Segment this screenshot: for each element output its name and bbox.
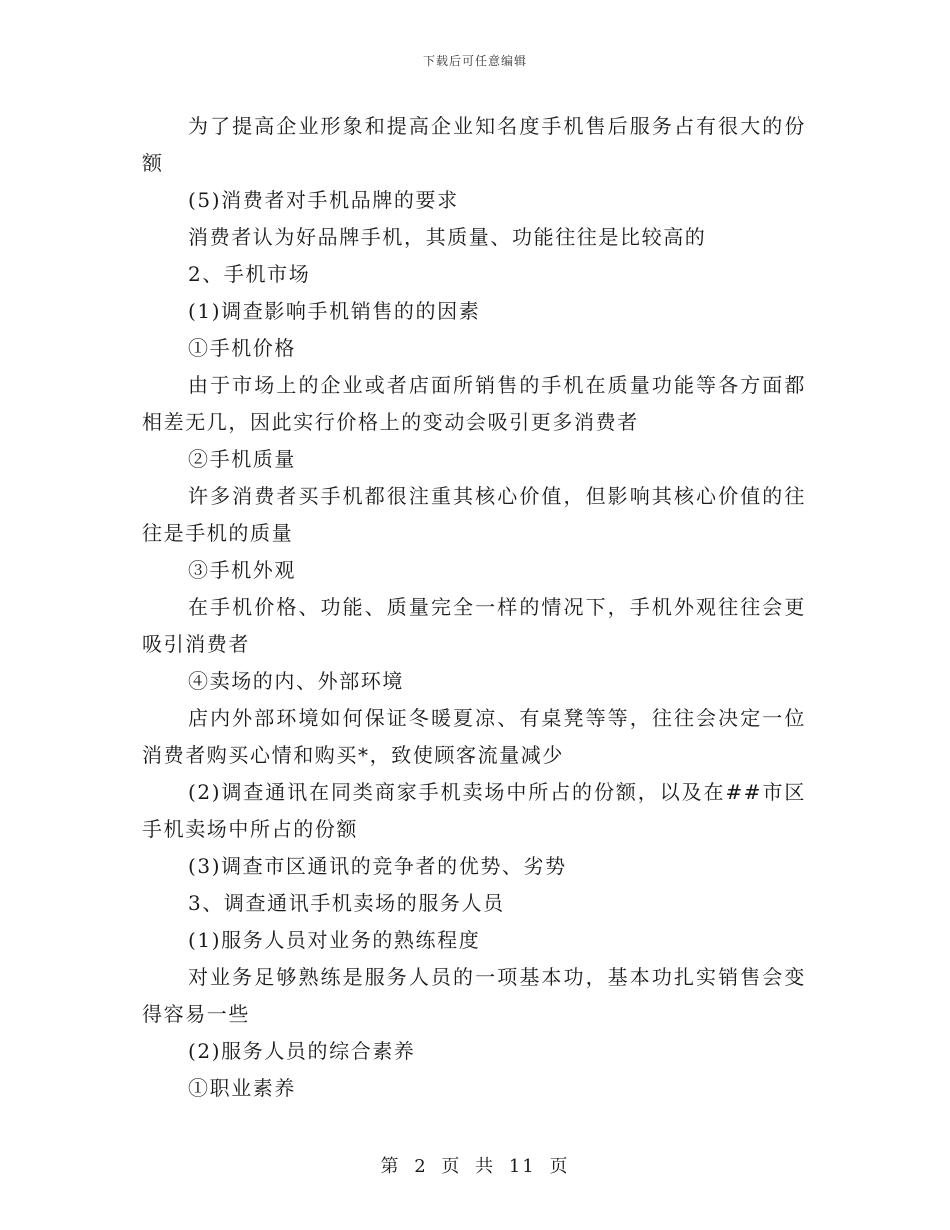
list-item-heading: ④卖场的内、外部环境 [188,669,404,693]
paragraph: 为了提高企业形象和提高企业知名度手机售后服务占有很大的份额 [142,114,806,175]
paragraph: (3)调查市区通讯的竞争者的优势、劣势 [188,854,567,878]
paragraph: 店内外部环境如何保证冬暖夏凉、有桌凳等等，往往会决定一位消费者购买心情和购买*，致使顾客流量减少 [142,706,806,767]
paragraph: (2)服务人员的综合素养 [188,1039,416,1063]
list-item-heading: ①职业素养 [188,1076,296,1100]
paragraph: 由于市场上的企业或者店面所销售的手机在质量功能等各方面都相差无几，因此实行价格上的变动会吸引更多消费者 [142,373,806,434]
list-item-heading: ③手机外观 [188,558,296,582]
paragraph: 消费者认为好品牌手机，其质量、功能往往是比较高的 [188,225,707,249]
section-heading: 2、手机市场 [188,262,311,286]
paragraph: (1)调查影响手机销售的的因素 [188,299,481,323]
paragraph: 许多消费者买手机都很注重其核心价值，但影响其核心价值的往往是手机的质量 [142,484,806,545]
list-item-heading: ①手机价格 [188,336,296,360]
section-heading: 3、调查通讯手机卖场的服务人员 [188,891,505,915]
paragraph: (1)服务人员对业务的熟练程度 [188,928,481,952]
list-item-heading: ②手机质量 [188,447,296,471]
paragraph: (5)消费者对手机品牌的要求 [188,188,459,212]
paragraph: (2)调查通讯在同类商家手机卖场中所占的份额，以及在##市区手机卖场中所占的份额 [142,780,806,841]
paragraph: 对业务足够熟练是服务人员的一项基本功，基本功扎实销售会变得容易一些 [142,965,806,1026]
document-body [142,108,806,1107]
paragraph: 在手机价格、功能、质量完全一样的情况下，手机外观往往会更吸引消费者 [142,595,806,656]
page-header: 下载后可任意编辑 [422,54,527,68]
page-number: 第 2 页 共 11 页 [380,1156,570,1177]
